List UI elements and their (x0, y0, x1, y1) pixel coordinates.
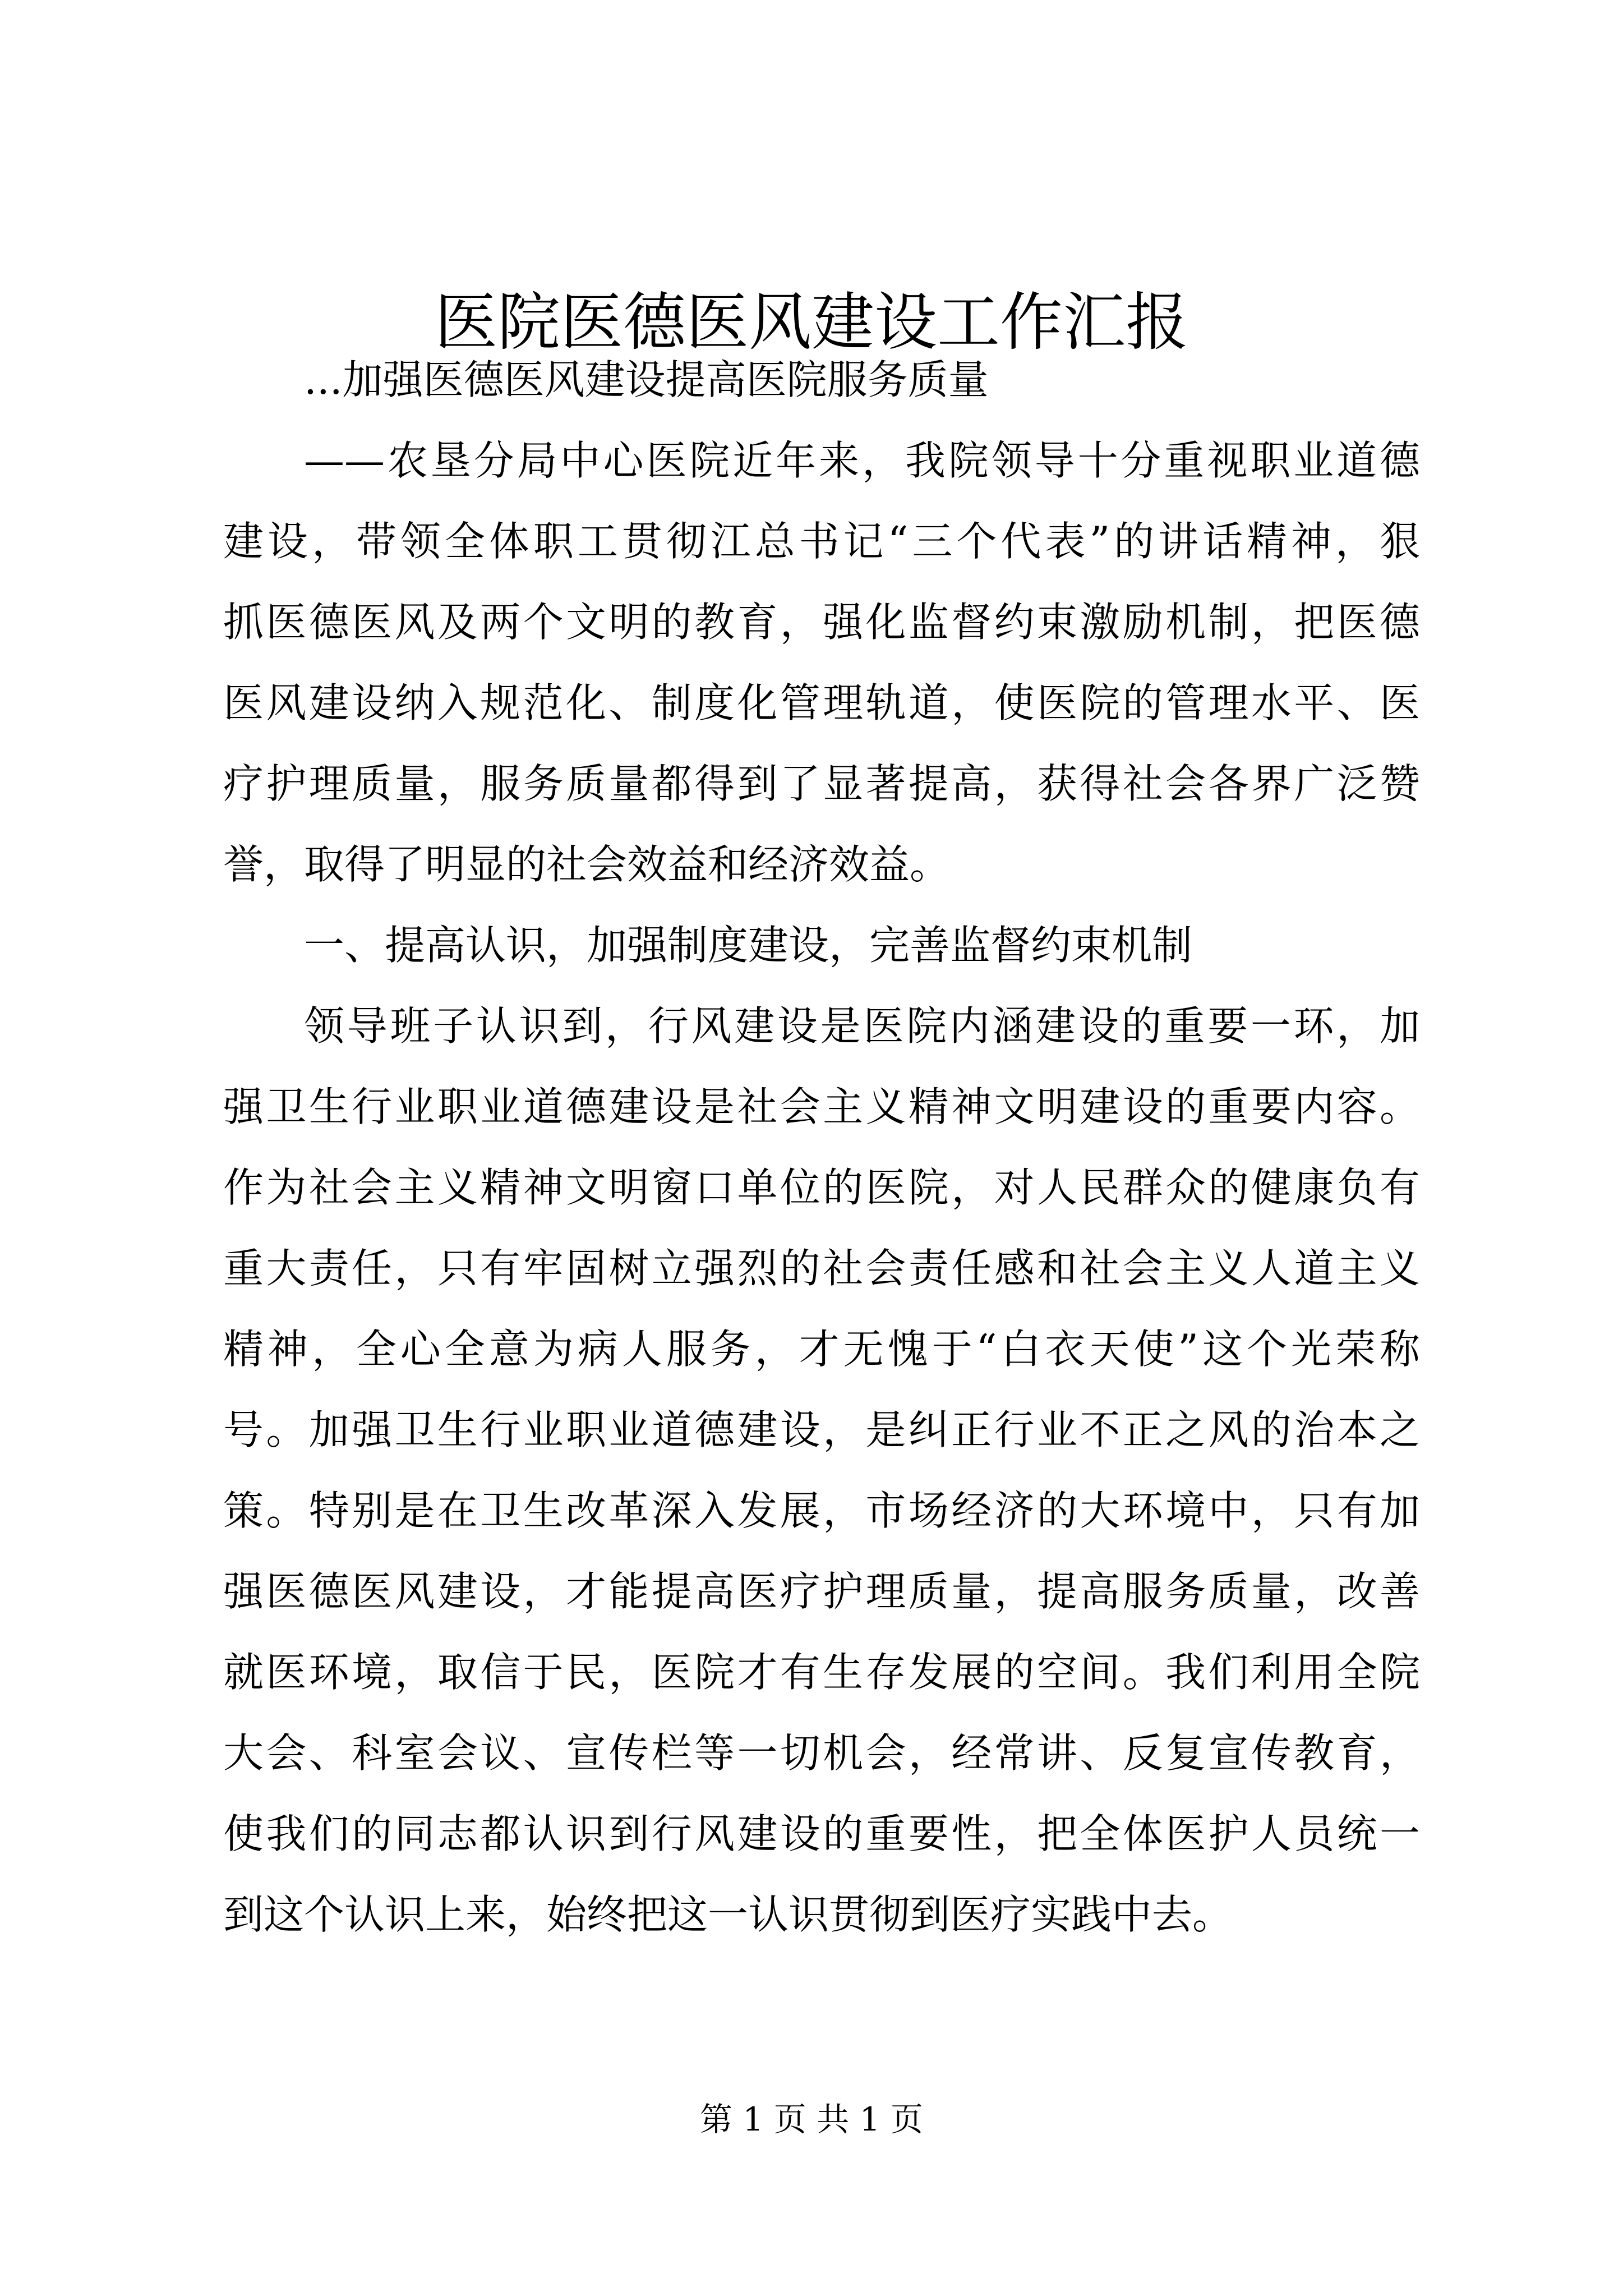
document-body (223, 339, 1420, 1955)
text-line: 医风建设纳入规范化、制度化管理轨道，使医院的管理水平、医 (223, 679, 1420, 726)
page-footer: 第 1 页 共 1 页 (700, 2100, 923, 2138)
text-line: 就医环境，取信于民，医院才有生存发展的空间。我们利用全院 (223, 1649, 1420, 1696)
text-line: 疗护理质量，服务质量都得到了显著提高，获得社会各界广泛赞 (223, 760, 1420, 807)
text-line: 强卫生行业职业道德建设是社会主义精神文明建设的重要内容。 (223, 1083, 1420, 1130)
text-line: ——农垦分局中心医院近年来，我院领导十分重视职业道德 (304, 437, 1420, 484)
text-line: 策。特别是在卫生改革深入发展，市场经济的大环境中，只有加 (223, 1487, 1420, 1534)
text-line: 号。加强卫生行业职业道德建设，是纠正行业不正之风的治本之 (223, 1406, 1420, 1453)
text-line: 重大责任，只有牢固树立强烈的社会责任感和社会主义人道主义 (223, 1245, 1420, 1292)
text-line: 领导班子认识到，行风建设是医院内涵建设的重要一环，加 (304, 1002, 1420, 1050)
document-subtitle: ...加强医德医风建设提高医院服务质量 (304, 356, 989, 403)
text-line: 抓医德医风及两个文明的教育，强化监督约束激励机制，把医德 (223, 599, 1420, 646)
section1-paragraph (223, 986, 1420, 1955)
text-line: 作为社会主义精神文明窗口单位的医院，对人民群众的健康负有 (223, 1164, 1420, 1211)
text-line: 精神，全心全意为病人服务，才无愧于“白衣天使”这个光荣称 (223, 1326, 1420, 1373)
text-line: 使我们的同志都认识到行风建设的重要性，把全体医护人员统一 (223, 1810, 1420, 1857)
text-line: 建设，带领全体职工贯彻江总书记“三个代表”的讲话精神，狠 (223, 518, 1420, 565)
intro-paragraph (223, 420, 1420, 905)
section-heading: 一、提高认识，加强制度建设，完善监督约束机制 (304, 922, 1193, 969)
text-line: 誉，取得了明显的社会效益和经济效益。 (223, 841, 951, 888)
text-line: 强医德医风建设，才能提高医疗护理质量，提高服务质量，改善 (223, 1568, 1420, 1615)
text-line: 到这个认识上来，始终把这一认识贯彻到医疗实践中去。 (223, 1891, 1233, 1938)
document-title: 医院医德医风建设工作汇报 (435, 286, 1188, 359)
text-line: 大会、科室会议、宣传栏等一切机会，经常讲、反复宣传教育， (223, 1729, 1420, 1777)
section-heading-block (223, 905, 1420, 986)
subtitle-block (223, 339, 1420, 420)
